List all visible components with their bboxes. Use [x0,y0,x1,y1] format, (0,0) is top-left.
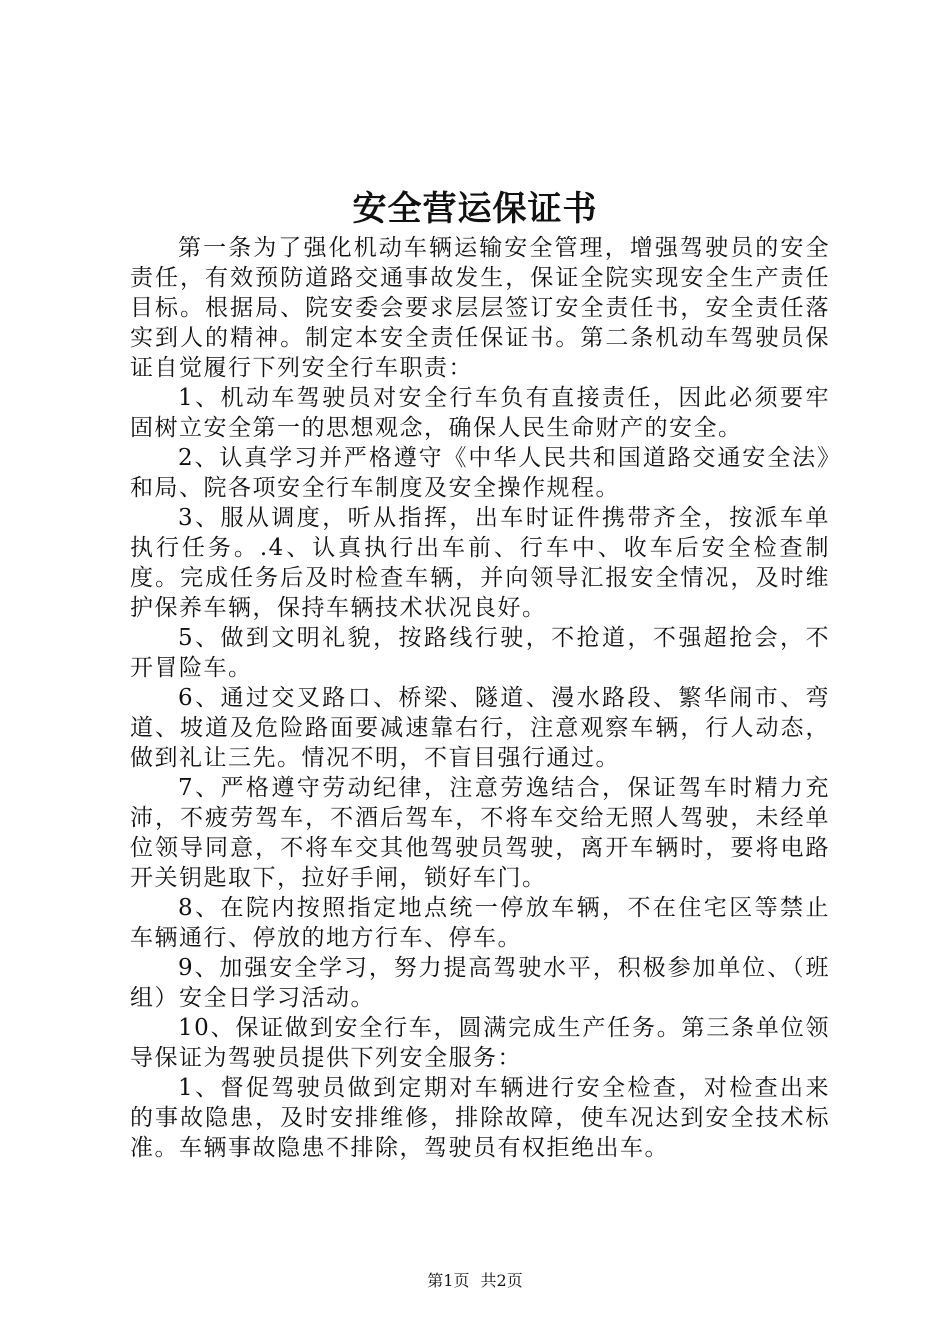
document-body [130,233,830,1163]
page-footer [0,1271,950,1291]
paragraph-item-8: 8、在院内按照指定地点统一停放车辆，不在住宅区等禁止车辆通行、停放的地方行车、停车。 [130,895,830,951]
paragraph-item-9: 9、加强安全学习，努力提高驾驶水平，积极参加单位、（班组）安全日学习活动。 [130,955,830,1011]
paragraph-item-7: 7、严格遵守劳动纪律，注意劳逸结合，保证驾车时精力充沛，不疲劳驾车，不酒后驾车，不将车交给无照人驾驶，未经单位领导同意，不将车交其他驾驶员驾驶，离开车辆时，要将电路开关钥匙取下，拉好手闸，锁好车门。 [130,775,830,891]
paragraph-article-1: 第一条为了强化机动车辆运输安全管理，增强驾驶员的安全责任，有效预防道路交通事故发生，保证全院实现安全生产责任目标。根据局、院安委会要求层层签订安全责任书，安全责任落实到人的精神。制定本安全责任保证书。第二条机动车驾驶员保证自觉履行下列安全行车职责： [130,235,830,381]
paragraph-item-10: 10、保证做到安全行车，圆满完成生产任务。第三条单位领导保证为驾驶员提供下列安全服务： [130,1015,830,1071]
paragraph-item-6: 6、通过交叉路口、桥梁、隧道、漫水路段、繁华闹市、弯道、坡道及危险路面要减速靠右行，注意观察车辆，行人动态，做到礼让三先。情况不明，不盲目强行通过。 [130,685,830,771]
paragraph-article-3-item-1: 1、督促驾驶员做到定期对车辆进行安全检查，对检查出来的事故隐患，及时安排维修，排除故障，使车况达到安全技术标准。车辆事故隐患不排除，驾驶员有权拒绝出车。 [130,1075,830,1161]
document-title: 安全营运保证书 [352,189,598,229]
paragraph-item-3-4: 3、服从调度，听从指挥，出车时证件携带齐全，按派车单执行任务。.4、认真执行出车前、行车中、收车后安全检查制度。完成任务后及时检查车辆，并向领导汇报安全情况，及时维护保养车辆，保持车辆技术状况良好。 [130,505,830,621]
paragraph-item-2: 2、认真学习并严格遵守《中华人民共和国道路交通安全法》和局、院各项安全行车制度及安全操作规程。 [130,445,830,501]
page-number: 第1页 [427,1271,470,1290]
paragraph-item-1: 1、机动车驾驶员对安全行车负有直接责任，因此必须要牢固树立安全第一的思想观念，确保人民生命财产的安全。 [130,385,830,441]
paragraph-item-5: 5、做到文明礼貌，按路线行驶，不抢道，不强超抢会，不开冒险车。 [130,625,830,681]
page-total: 共2页 [480,1271,523,1290]
